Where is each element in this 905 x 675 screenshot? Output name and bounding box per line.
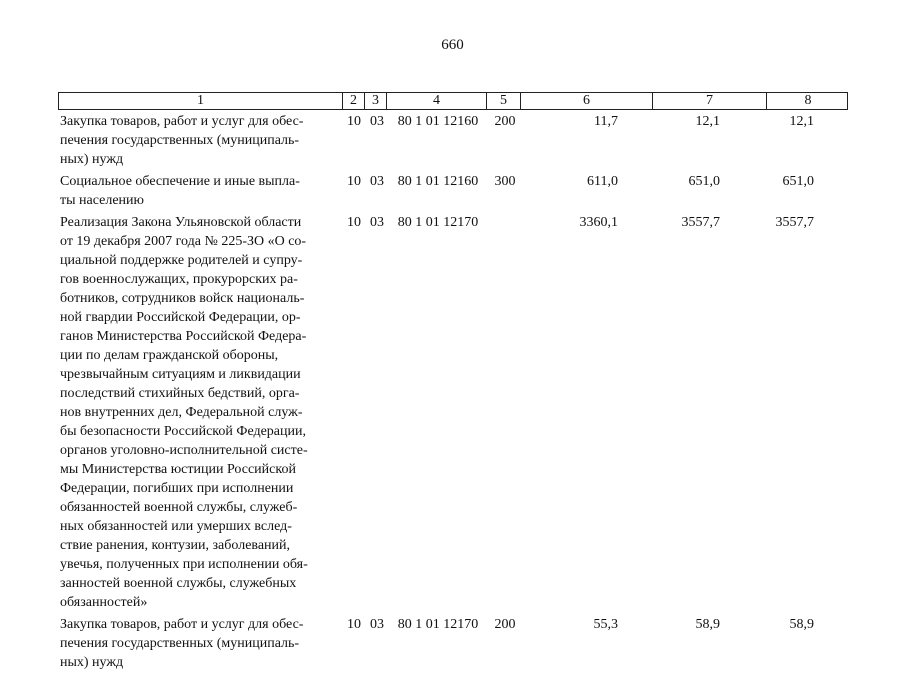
page-number: 660 [441, 37, 464, 53]
cell-c4: 80 1 01 12170 [397, 617, 479, 632]
cell-c6: 611,0 [587, 174, 618, 189]
cell-c4: 80 1 01 12160 [397, 174, 479, 189]
cell-c5: 200 [494, 114, 516, 129]
row-name-line: Закупка товаров, работ и услуг для обес- [60, 617, 304, 632]
cell-c2: 10 [347, 114, 361, 129]
header-col-5: 5 [487, 93, 521, 109]
table-row [60, 112, 850, 169]
cell-c4: 80 1 01 12160 [397, 114, 479, 129]
row-name [60, 615, 342, 672]
row-name-line: печения государственных (муниципаль- [60, 133, 300, 148]
row-name-line: нов внутренних дел, Федеральной служ- [60, 405, 303, 420]
row-name-line: бы безопасности Российской Федерации, [60, 424, 306, 439]
row-name-line: ботников, сотрудников войск националь- [60, 291, 305, 306]
header-col-7: 7 [653, 93, 767, 109]
table-row [60, 615, 850, 672]
row-name-line: увечья, полученных при исполнении обя- [60, 557, 308, 572]
row-name-line: ствие ранения, контузии, заболеваний, [60, 538, 291, 553]
header-col-4: 4 [387, 93, 487, 109]
cell-c3: 03 [370, 617, 384, 632]
row-name-line: последствий стихийных бедствий, орга- [60, 386, 300, 401]
row-name-line: ной гвардии Российской Федерации, ор- [60, 310, 301, 325]
row-name [60, 172, 342, 210]
header-col-6: 6 [521, 93, 653, 109]
row-name-line: органов уголовно-исполнительной систе- [60, 443, 308, 458]
cell-c8: 12,1 [789, 114, 814, 129]
row-name-line: обязанностей» [60, 595, 148, 610]
cell-c8: 58,9 [789, 617, 814, 632]
cell-c8: 3557,7 [775, 215, 814, 230]
row-name-line: Федерации, погибших при исполнении [60, 481, 294, 496]
table-header [58, 92, 848, 110]
cell-c7: 12,1 [695, 114, 720, 129]
header-col-8: 8 [804, 93, 812, 108]
cell-c7: 3557,7 [681, 215, 720, 230]
cell-c2: 10 [347, 617, 361, 632]
row-name-line: мы Министерства юстиции Российской [60, 462, 296, 477]
row-name-line: ции по делам гражданской обороны, [60, 348, 279, 363]
cell-c5 [488, 213, 522, 612]
row-name-line: ных) нужд [60, 152, 124, 167]
cell-c8: 651,0 [782, 174, 814, 189]
row-name-line: от 19 декабря 2007 года № 225-ЗО «О со- [60, 234, 307, 249]
table-row [60, 172, 850, 210]
row-name-line: Реализация Закона Ульяновской области [60, 215, 302, 230]
table-row [60, 213, 850, 612]
row-name-line: ных) нужд [60, 655, 124, 670]
cell-c6: 3360,1 [579, 215, 618, 230]
row-name-line: занностей военной службы, служебных [60, 576, 297, 591]
header-col-2: 2 [343, 93, 365, 109]
cell-c6: 55,3 [593, 617, 618, 632]
header-col-1: 1 [59, 93, 343, 109]
row-name-line: печения государственных (муниципаль- [60, 636, 300, 651]
row-name-line: Закупка товаров, работ и услуг для обес- [60, 114, 304, 129]
row-name-line: циальной поддержке родителей и супру- [60, 253, 303, 268]
row-name-line: обязанностей военной службы, служеб- [60, 500, 298, 515]
row-name-line: ганов Министерства Российской Федера- [60, 329, 307, 344]
row-name-line: Социальное обеспечение и иные выпла- [60, 174, 300, 189]
cell-c5: 200 [494, 617, 516, 632]
cell-c4: 80 1 01 12170 [397, 215, 479, 230]
row-name [60, 112, 342, 169]
cell-c3: 03 [370, 174, 384, 189]
cell-c2: 10 [347, 215, 361, 230]
row-name-line: гов военнослужащих, прокурорских ра- [60, 272, 298, 287]
row-name [60, 213, 342, 612]
header-col-3: 3 [365, 93, 387, 109]
cell-c3: 03 [370, 114, 384, 129]
cell-c7: 58,9 [695, 617, 720, 632]
row-name-line: чрезвычайным ситуациям и ликвидации [60, 367, 301, 382]
cell-c3: 03 [370, 215, 384, 230]
cell-c5: 300 [494, 174, 516, 189]
row-name-line: ных обязанностей или умерших вслед- [60, 519, 292, 534]
cell-c7: 651,0 [688, 174, 720, 189]
table-body [60, 112, 850, 675]
cell-c6: 11,7 [594, 114, 618, 129]
cell-c2: 10 [347, 174, 361, 189]
row-name-line: ты населению [60, 193, 144, 208]
